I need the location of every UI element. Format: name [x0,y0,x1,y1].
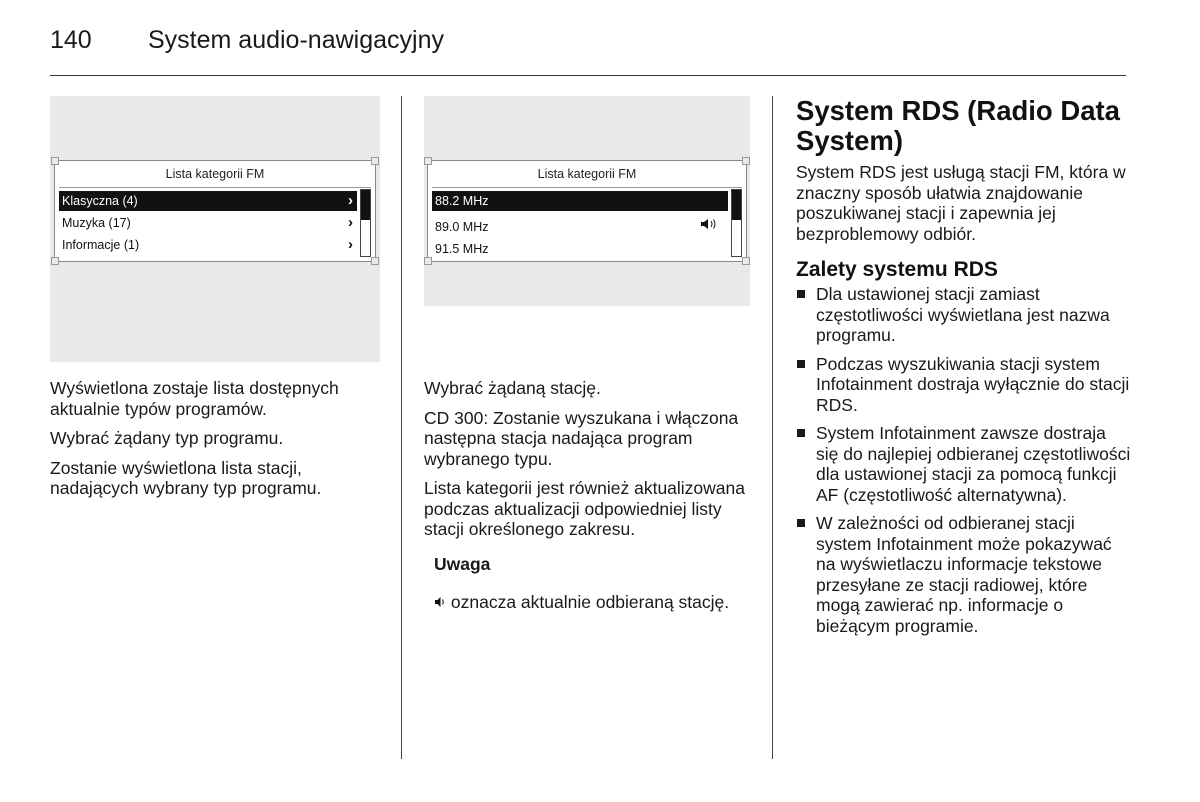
paragraph: Wybrać żądany typ programu. [50,428,284,448]
list-item[interactable] [432,191,728,211]
corner-marker [424,157,432,165]
corner-marker [51,257,59,265]
list-item[interactable] [432,217,728,237]
chevron-right-icon: › [348,236,353,253]
list-item [796,284,1131,346]
corner-marker [742,257,750,265]
list-item-label: 89.0 MHz [435,220,489,234]
note-body [434,592,759,613]
list-item[interactable] [59,213,357,233]
header-rule [50,75,1126,76]
section-heading: System RDS (Radio Data System) [796,95,1120,156]
bullet-text: System Infotainment zawsze dostraja się do najlepiej odbieranej częstotliwości dla ustawionej stacji za pomocą funkcji AF (częstotliwość alternatywna). [816,423,1131,505]
paragraph: Zostanie wyświetlona lista stacji, nadających wybrany typ programu. [50,457,322,498]
list-item[interactable] [432,239,728,259]
display-divider [59,187,371,188]
note-text: oznacza aktualnie odbieraną stację. [450,591,730,612]
bullet-square-icon [797,290,805,298]
intro-paragraph: System RDS jest usługą stacji FM, która w znaczny sposób ułatwia znajdowanie poszukiwanej stacji i zapewnia jej bezproblemowy odbiór. [796,162,1126,244]
corner-marker [371,257,379,265]
column-divider-2 [772,96,773,759]
column-1-text [50,378,385,508]
fm-category-list-display [54,160,376,262]
column-3-text [796,96,1131,644]
subsection-heading: Zalety systemu RDS [796,258,998,281]
list-item-label: Klasyczna (4) [62,194,138,208]
display-title: Lista kategorii FM [165,167,265,181]
corner-marker [742,157,750,165]
display-title: Lista kategorii FM [537,167,637,181]
bullet-text: W zależności od odbieranej stacji system Infotainment może pokazywać na wyświetlaczu informacje tekstowe przesyłane ze stacji radiowej, które mogą zawierać np. informacje o bieżącym programie. [816,513,1112,636]
list-item [796,354,1131,416]
paragraph: Wyświetlona zostaje lista dostępnych aktualnie typów programów. [50,378,339,419]
scrollbar[interactable] [731,189,742,257]
display-divider [432,187,742,188]
corner-marker [424,257,432,265]
list-item-label: Informacje (1) [62,238,140,252]
bullet-text: Dla ustawionej stacji zamiast częstotliwości wyświetlana jest nazwa programu. [816,284,1110,345]
page-number: 140 [50,26,92,54]
bullet-square-icon [797,429,805,437]
bullet-text: Podczas wyszukiwania stacji system Infotainment dostraja wyłącznie do stacji RDS. [816,353,1130,415]
speaker-icon [434,592,446,612]
bullet-square-icon [797,519,805,527]
paragraph: Lista kategorii jest również aktualizowana podczas aktualizacji odpowiedniej listy stacji określonego zakresu. [424,478,745,539]
list-item-label: 91.5 MHz [435,242,489,256]
page-title: System audio-nawigacyjny [148,26,444,54]
column-2-text [424,378,759,630]
chevron-right-icon: › [348,214,353,231]
scrollbar-thumb[interactable] [361,190,370,220]
list-item [796,423,1131,505]
note-heading: Uwaga [434,553,491,574]
fm-station-list-display [427,160,747,262]
bullet-list [796,284,1131,636]
speaker-icon [700,217,718,237]
list-item[interactable] [59,191,357,211]
list-item-label: 88.2 MHz [435,194,489,208]
corner-marker [371,157,379,165]
paragraph: Wybrać żądaną stację. [424,378,601,398]
scrollbar[interactable] [360,189,371,257]
list-item-label: Muzyka (17) [62,216,131,230]
paragraph: CD 300: Zostanie wyszukana i włączona następna stacja nadająca program wybranego typu. [424,407,739,469]
chevron-right-icon: › [348,192,353,209]
column-divider-1 [401,96,402,759]
bullet-square-icon [797,360,805,368]
list-item [796,513,1131,636]
list-item[interactable] [59,235,357,255]
corner-marker [51,157,59,165]
scrollbar-thumb[interactable] [732,190,741,220]
